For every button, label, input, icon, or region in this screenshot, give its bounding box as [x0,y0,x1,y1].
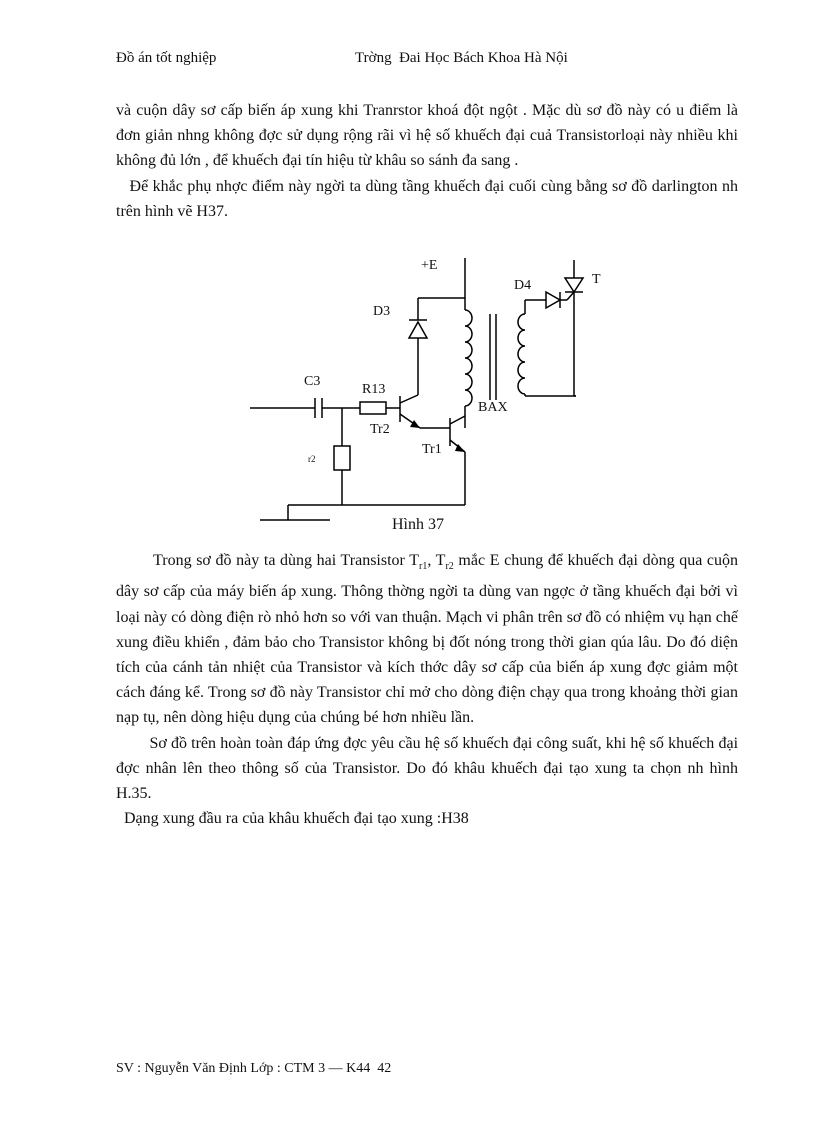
paragraph-1: và cuộn dây sơ cấp biến áp xung khi Tranrstor khoá đột ngột . Mặc dù sơ đồ này có u điểm là đơn giản nhng không đợc sử dụng rộng rãi vì hệ số khuếch đại cuả Transistorloại này nhiều khi không đủ lớn , để khuếch đại tín hiệu từ khâu so sánh đa sang . [116,102,742,170]
label-supply: +E [421,258,438,273]
paragraph-3-start: Trong sơ đồ này ta dùng hai Transistor T [116,552,419,569]
label-diode-d4: D4 [514,278,532,293]
label-transformer: BAX [478,400,508,415]
figure-caption: Hình 37 [392,516,444,533]
subscript-r2: r2 [445,561,454,573]
footer: SV : Nguyễn Văn Định Lớp : CTM 3 — K44 42 [116,1061,392,1076]
paragraph-2: Để khắc phụ nhợc điểm này ngời ta dùng tầng khuếch đại cuối cùng bằng sơ đồ darlington nh trên hình vẽ H37. [116,177,743,220]
circuit-diagram [240,250,620,540]
paragraph-5: Dạng xung đầu ra của khâu khuếch đại tạo xung :H38 [116,810,469,828]
paragraph-4: Sơ đồ trên hoàn toàn đáp ứng đợc yêu cầu hệ số khuếch đại công suất, khi hệ số khuếch đại đợc nhân lên theo thông số của Transistor. Do đó khâu khuếch đại tạo xung ta chọn nh hình H.35. [116,734,743,803]
paragraph-3-sep: , T [427,552,446,569]
label-thyristor: T [592,272,601,287]
paragraph-3-rest: mắc E chung để khuếch đại dòng qua cuộn dây sơ cấp của máy biến áp xung. Thông thờng ngời ta dùng van ngợc ở tầng khuếch đại bởi vì loại này có dòng điện rò nhỏ hơn so với van thuận. Mạch vi phân trên sơ đồ có nhiệm vụ hạn chế xung điều khiển , đảm bảo cho Transistor không bị đốt nóng trong thời gian qúa lâu. Do đó diện tích của cánh tản nhiệt của Transistor và kích thớc dây sơ cấp của biến áp xung đợc giảm một cách đáng kể. Trong sơ đồ này Transistor chỉ mở cho dòng điện chạy qua trong khoảng thời gian nạp tụ, nên dòng hiệu dụng của chúng bé hơn nhiều lần. [116,552,743,727]
header-left: Đồ án tốt nghiệp [116,50,217,66]
subscript-r1: r1 [418,561,428,573]
header-right: Trờng Đai Học Bách Khoa Hà Nội [355,50,568,66]
intro-text [116,98,743,224]
label-transistor-tr1: Tr1 [422,442,442,457]
label-diode-d3: D3 [373,304,391,319]
label-capacitor: C3 [304,374,321,389]
main-text [116,548,743,831]
paragraph-3 [116,548,743,731]
label-resistor-r13: R13 [362,382,386,397]
circuit-figure [240,250,620,540]
label-transistor-tr2: Tr2 [370,422,390,437]
label-resistor-r: r2 [308,454,316,464]
